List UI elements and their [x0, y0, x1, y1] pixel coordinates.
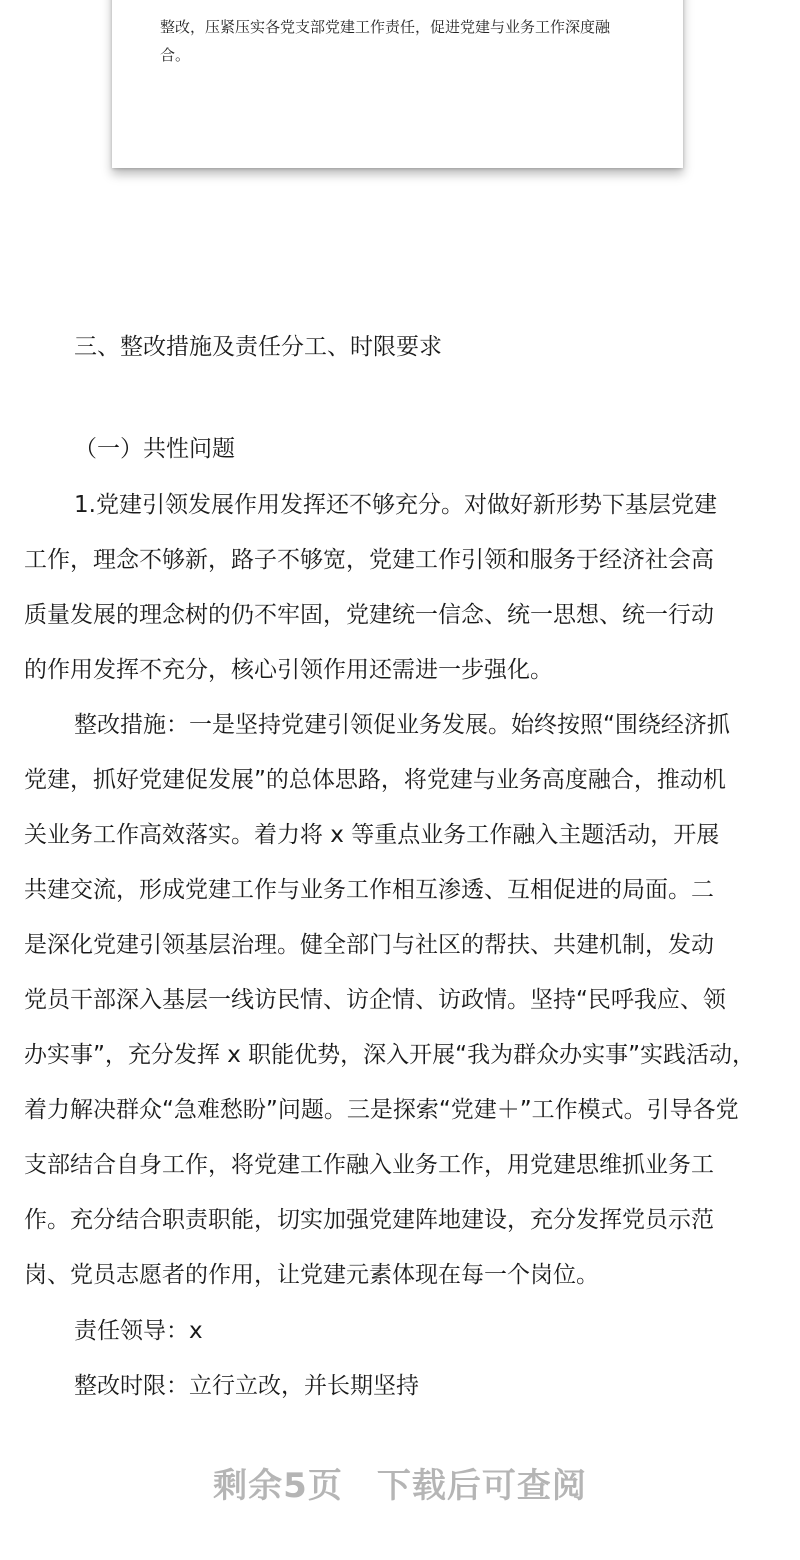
responsible-leader: 责任领导：x: [74, 1318, 203, 1344]
body-line: 质量发展的理念树的仍不牢固，党建统一信念、统一思想、统一行动: [24, 602, 714, 628]
body-line: 作。充分结合职责职能，切实加强党建阵地建设，充分发挥党员示范: [24, 1207, 714, 1233]
document-preview-card: [112, 0, 683, 168]
remaining-pages-label: 剩余5页: [213, 1466, 343, 1506]
download-prompt[interactable]: [0, 1458, 800, 1507]
body-line: 工作，理念不够新，路子不够宽，党建工作引领和服务于经济社会高: [24, 547, 714, 573]
card-line: 合。: [160, 46, 191, 64]
body-line: 的作用发挥不充分，核心引领作用还需进一步强化。: [24, 657, 553, 683]
card-text: [160, 13, 660, 69]
body-line: 整改措施：一是坚持党建引领促业务发展。始终按照“围绕经济抓: [74, 712, 730, 738]
download-to-view-label: 下载后可查阅: [376, 1466, 587, 1506]
body-line: 岗、党员志愿者的作用，让党建元素体现在每一个岗位。: [24, 1262, 599, 1288]
card-line: 整改，压紧压实各党支部党建工作责任，促进党建与业务工作深度融: [160, 18, 611, 36]
body-line: 1.党建引领发展作用发挥还不够充分。对做好新形势下基层党建: [74, 492, 717, 518]
body-line: 着力解决群众“急难愁盼”问题。三是探索“党建＋”工作模式。引导各党: [24, 1097, 739, 1123]
body-line: 党员干部深入基层一线访民情、访企情、访政情。坚持“民呼我应、领: [24, 987, 726, 1013]
body-line: 是深化党建引领基层治理。健全部门与社区的帮扶、共建机制，发动: [24, 932, 714, 958]
body-line: 党建，抓好党建促发展”的总体思路，将党建与业务高度融合，推动机: [24, 767, 726, 793]
body-line: 共建交流，形成党建工作与业务工作相互渗透、互相促进的局面。二: [24, 877, 714, 903]
body-line: 支部结合自身工作，将党建工作融入业务工作，用党建思维抓业务工: [24, 1152, 714, 1178]
subsection-heading: （一）共性问题: [74, 436, 235, 462]
section-heading: 三、整改措施及责任分工、时限要求: [74, 334, 442, 360]
rectification-deadline: 整改时限：立行立改，并长期坚持: [74, 1373, 419, 1399]
body-line: 办实事”，充分发挥 x 职能优势，深入开展“我为群众办实事”实践活动，: [24, 1042, 755, 1068]
body-line: 关业务工作高效落实。着力将 x 等重点业务工作融入主题活动，开展: [24, 822, 720, 848]
